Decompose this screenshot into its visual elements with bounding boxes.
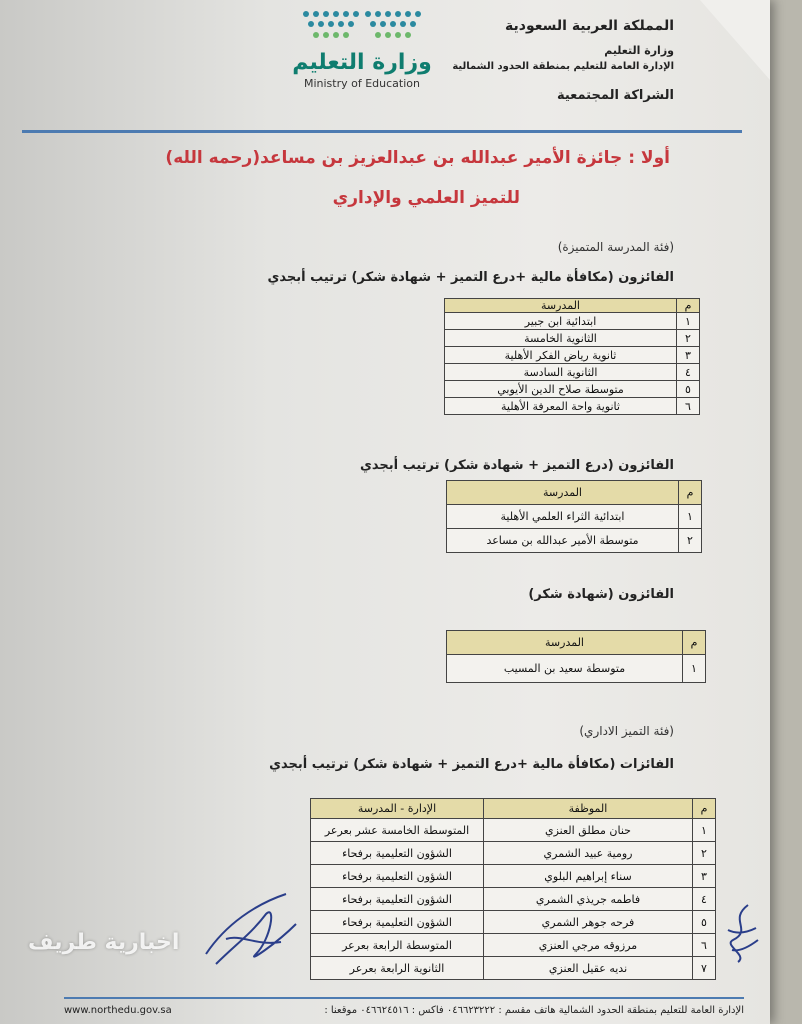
- ministry-logo: [262, 8, 462, 90]
- admin-name: الشؤون التعليمية برفحاء: [311, 888, 484, 911]
- signature-right: [718, 900, 764, 970]
- employee-name: فاطمه جريذي الشمري: [484, 888, 693, 911]
- admin-name: الشؤون التعليمية برفحاء: [311, 842, 484, 865]
- employee-name: مرزوقه مرجي العنزي: [484, 934, 693, 957]
- category-distinguished-school: (فئة المدرسة المتميزة): [557, 240, 674, 254]
- winners-heading-2: الفائزون (درع التميز + شهادة شكر) ترتيب أبجدي: [359, 458, 674, 473]
- footer-address: الإدارة العامة للتعليم بمنطقة الحدود الشمالية هاتف مقسم : ٠٤٦٦٢٣٢٢٢ فاكس : ٠٤٦٦٢٤٥١٦ موقعنا :: [324, 1005, 744, 1016]
- table-header-row: [447, 481, 702, 505]
- footer-divider: [64, 997, 744, 999]
- table-row: [311, 842, 716, 865]
- logo-dots-icon: [300, 8, 424, 44]
- employee-name: نديه عقيل العنزي: [484, 957, 693, 980]
- row-number: ٢: [679, 529, 702, 553]
- row-number: ٥: [693, 911, 716, 934]
- row-number: ٦: [677, 398, 700, 415]
- table-header-row: [445, 299, 700, 313]
- logo-arabic-text: وزارة التعليم: [292, 50, 432, 75]
- school-name: الثانوية الخامسة: [445, 330, 677, 347]
- col-number: م: [679, 481, 702, 505]
- table-row: [445, 398, 700, 415]
- winners-heading-1: الفائزون (مكافأة مالية +درع التميز + شهادة شكر) ترتيب أبجدي: [267, 270, 674, 285]
- table-row: [445, 347, 700, 364]
- kingdom-name: المملكة العربية السعودية: [505, 18, 674, 34]
- school-name: متوسطة الأمير عبدالله بن مساعد: [447, 529, 679, 553]
- admin-name: الشؤون التعليمية برفحاء: [311, 865, 484, 888]
- letterhead-text: [452, 18, 674, 103]
- table-row: [311, 911, 716, 934]
- row-number: ١: [677, 313, 700, 330]
- signature-left: [196, 884, 306, 974]
- award-title: أولا : جائزة الأمير عبدالله بن عبدالعزيز بن مساعد(رحمه الله): [165, 148, 670, 168]
- table-row: [445, 313, 700, 330]
- header-divider: [22, 130, 742, 133]
- page-corner: [700, 0, 770, 80]
- table-row: [447, 505, 702, 529]
- school-name: ابتدائية ابن جبير: [445, 313, 677, 330]
- row-number: ٢: [693, 842, 716, 865]
- school-name: متوسطة صلاح الدين الأيوبي: [445, 381, 677, 398]
- row-number: ١: [679, 505, 702, 529]
- table-row: [311, 888, 716, 911]
- table-header-row: [447, 631, 706, 655]
- logo-english-text: Ministry of Education: [303, 77, 420, 90]
- col-school: المدرسة: [445, 299, 677, 313]
- table-row: [311, 957, 716, 980]
- department-name: الإدارة العامة للتعليم بمنطقة الحدود الشمالية: [452, 61, 674, 72]
- col-employee: الموظفة: [484, 799, 693, 819]
- row-number: ٤: [693, 888, 716, 911]
- award-subtitle: للتميز العلمي والإداري: [332, 188, 520, 208]
- category-administrative: (فئة التميز الاداري): [579, 724, 674, 738]
- table-row: [311, 865, 716, 888]
- row-number: ٣: [693, 865, 716, 888]
- table-row: [445, 330, 700, 347]
- admin-name: المتوسطة الرابعة بعرعر: [311, 934, 484, 957]
- col-number: م: [683, 631, 706, 655]
- winners-heading-admin: الفائزات (مكافأة مالية +درع التميز + شهادة شكر) ترتيب أبجدي: [269, 757, 674, 772]
- row-number: ١: [693, 819, 716, 842]
- table-row: [445, 364, 700, 381]
- table-row: [445, 381, 700, 398]
- admin-name: الشؤون التعليمية برفحاء: [311, 911, 484, 934]
- row-number: ١: [683, 655, 706, 683]
- row-number: ٧: [693, 957, 716, 980]
- employee-name: رومية عبيد الشمري: [484, 842, 693, 865]
- unit-name: الشراكة المجتمعية: [556, 88, 674, 103]
- footer-website: www.northedu.gov.sa: [64, 1005, 172, 1016]
- admin-winners-table: [310, 798, 716, 980]
- col-school: المدرسة: [447, 481, 679, 505]
- school-name: ثانوية واحة المعرفة الأهلية: [445, 398, 677, 415]
- school-name: الثانوية السادسة: [445, 364, 677, 381]
- table-row: [447, 655, 706, 683]
- col-admin-school: الإدارة - المدرسة: [311, 799, 484, 819]
- row-number: ٤: [677, 364, 700, 381]
- table-row: [447, 529, 702, 553]
- winners-heading-3: الفائزون (شهادة شكر): [528, 587, 674, 602]
- table-row: [311, 934, 716, 957]
- employee-name: حنان مطلق العنزي: [484, 819, 693, 842]
- winners-table-2: [446, 480, 702, 553]
- footer: [64, 1005, 744, 1016]
- row-number: ٣: [677, 347, 700, 364]
- admin-name: الثانوية الرابعة بعرعر: [311, 957, 484, 980]
- row-number: ٥: [677, 381, 700, 398]
- watermark-text: اخبارية طريف: [28, 930, 180, 955]
- col-school: المدرسة: [447, 631, 683, 655]
- winners-table-1: [444, 298, 700, 415]
- row-number: ٦: [693, 934, 716, 957]
- employee-name: فرحه جوهر الشمري: [484, 911, 693, 934]
- school-name: متوسطة سعيد بن المسيب: [447, 655, 683, 683]
- col-number: م: [693, 799, 716, 819]
- admin-name: المتوسطة الخامسة عشر بعرعر: [311, 819, 484, 842]
- school-name: ابتدائية الثراء العلمي الأهلية: [447, 505, 679, 529]
- table-row: [311, 819, 716, 842]
- table-header-row: [311, 799, 716, 819]
- school-name: ثانوية رياض الفكر الأهلية: [445, 347, 677, 364]
- ministry-name: وزارة التعليم: [604, 44, 674, 57]
- col-number: م: [677, 299, 700, 313]
- winners-table-3: [446, 630, 706, 683]
- row-number: ٢: [677, 330, 700, 347]
- employee-name: سناء إبراهيم البلوي: [484, 865, 693, 888]
